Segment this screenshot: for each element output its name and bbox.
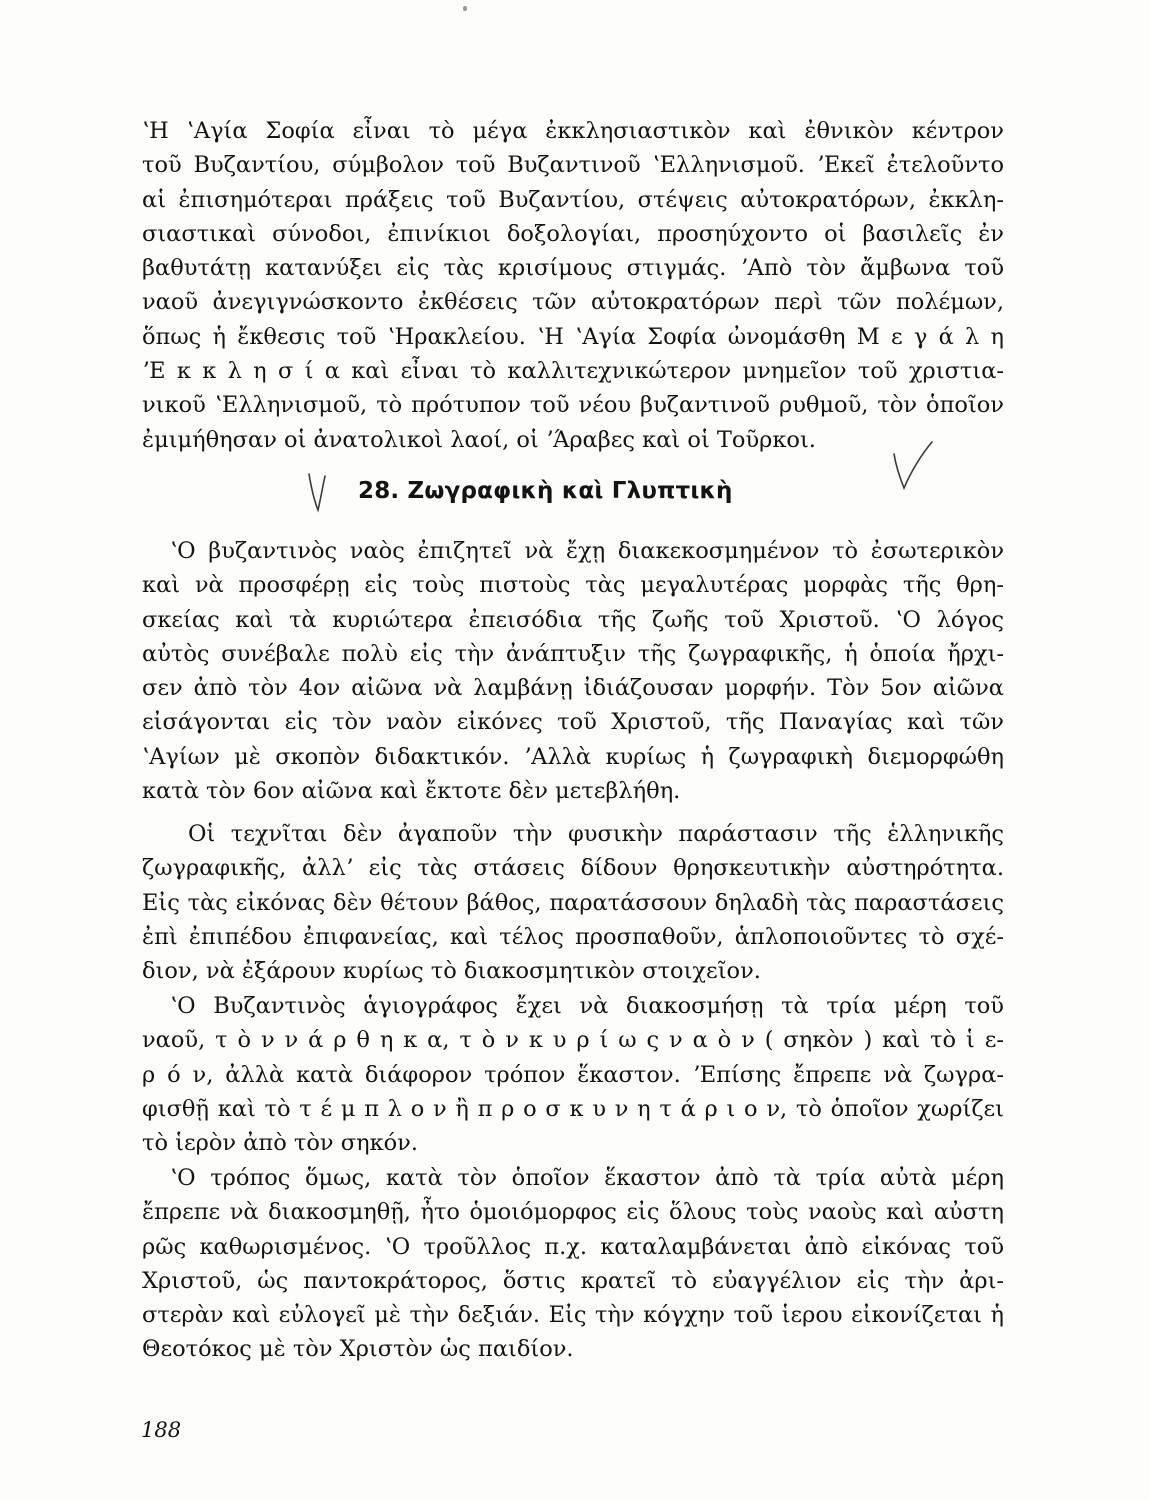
page-number: 188 <box>141 1418 182 1442</box>
text-line: ἐμιμήθησαν οἱ ἀνατολικοὶ λαοί, οἱ ʼΆραβες καὶ οἱ Τοῦρκοι. <box>142 426 816 453</box>
text-line: ὅπως ἡ ἔκθεσις τοῦ ʽΗρακλείου. ʽΗ ʽΑγία Σοφία ὠνομάσθη Μ ε γ ά λ η <box>142 323 1004 350</box>
paper-speck <box>463 6 467 11</box>
text-line: διον, νὰ ἐξάρουν κυρίως τὸ διακοσμητικὸν στοιχεῖον. <box>142 958 761 985</box>
text-line: φισθῇ καὶ τὸ τ έ μ π λ ο ν ἢ π ρ ο σ κ υ ν η τ ά ρ ι ο ν, τὸ ὁποῖον χωρίζει <box>142 1095 1004 1122</box>
text-line: ʽΑγίων μὲ σκοπὸν διδακτικόν. ʼΑλλὰ κυρίως ἡ ζωγραφικὴ διεμορφώθη <box>142 743 1004 770</box>
paragraph-byzantine-painting <box>142 534 1004 808</box>
text-line: ἔπρεπε νὰ διακοσμηθῇ, ἦτο ὁμοιόμορφος εἰς ὅλους τοὺς ναοὺς καὶ αὐστη <box>142 1199 1004 1226</box>
text-line: ρ ό ν, ἀλλὰ κατὰ διάφορον τρόπον ἕκαστον. ʼΕπίσης ἔπρεπε νὰ ζωγρα- <box>142 1061 1004 1088</box>
text-line: ναοῦ, τ ὸ ν ν ά ρ θ η κ α, τ ὸ ν κ υ ρ ί ω ς ν α ὸ ν ( σηκὸν ) καὶ τὸ ἱ ε- <box>142 1027 1004 1054</box>
paragraph-artists <box>142 817 1004 988</box>
text-line: σεν ἀπὸ τὸν 4ον αἰῶνα νὰ λαμβάνῃ ἰδιάζουσαν μορφήν. Τὸν 5ον αἰῶνα <box>142 675 1004 702</box>
paragraph-iconographer <box>142 989 1004 1160</box>
text-line: ʼΕ κ κ λ η σ ί α καὶ εἶναι τὸ καλλιτεχνικώτερον μνημεῖον τοῦ χριστια- <box>142 358 1004 385</box>
text-line: καὶ νὰ προσφέρῃ εἰς τοὺς πιστοὺς τὰς μεγαλυτέρας μορφὰς τῆς θρη- <box>142 572 1004 599</box>
text-line: Εἰς τὰς εἰκόνας δὲν θέτουν βάθος, παρατάσσουν δηλαδὴ τὰς παραστάσεις <box>142 889 1004 916</box>
text-line: σιαστικαὶ σύνοδοι, ἐπινίκιοι δοξολογίαι, προσηύχοντο οἱ βασιλεῖς ἐν <box>142 220 1004 247</box>
text-line: ʽΟ Βυζαντινὸς ἁγιογράφος ἔχει νὰ διακοσμήσῃ τὰ τρία μέρη τοῦ <box>170 993 1004 1019</box>
text-line: αἱ ἐπισημότεραι πράξεις τοῦ Βυζαντίου, στέψεις αὐτοκρατόρων, ἐκκλη- <box>142 186 1004 213</box>
text-line: στερὰν καὶ εὐλογεῖ μὲ τὴν δεξιάν. Εἰς τὴν κόγχην τοῦ ἱερου εἰκονίζεται ἡ <box>142 1302 1004 1329</box>
text-line: ζωγραφικῆς, ἀλλʼ εἰς τὰς στάσεις δίδουν θρησκευτικὴν αὐστηρότητα. <box>142 855 1004 882</box>
text-line: Οἱ τεχνῖται δὲν ἀγαποῦν τὴν φυσικὴν παράστασιν τῆς ἑλληνικῆς <box>188 821 1004 847</box>
text-line: ἐπὶ ἐπιπέδου ἐπιφανείας, καὶ τέλος προσπαθοῦν, ἁπλοποιοῦντες τὸ σχέ- <box>142 923 1004 950</box>
text-line: εἰσάγονται εἰς τὸν ναὸν εἰκόνες τοῦ Χριστοῦ, τῆς Παναγίας καὶ τῶν <box>142 709 1004 736</box>
text-line: Χριστοῦ, ὡς παντοκράτορος, ὅστις κρατεῖ τὸ εὐαγγέλιον εἰς τὴν ἀρι- <box>142 1267 1004 1294</box>
pencil-checkmark-icon <box>890 440 936 494</box>
text-line: ʽΟ τρόπος ὅμως, κατὰ τὸν ὁποῖον ἕκαστον ἀπὸ τὰ τρία αὐτὰ μέρη <box>170 1165 1004 1191</box>
pencil-checkmark-icon <box>306 470 328 514</box>
text-line: κατὰ τὸν 6ον αἰῶνα καὶ ἔκτοτε δὲν μετεβλήθη. <box>142 778 681 805</box>
text-line: αὐτὸς συνέβαλε πολὺ εἰς τὴν ἀνάπτυξιν τῆς ζωγραφικῆς, ἡ ὁποία ἤρχι- <box>142 640 1004 667</box>
text-line: τοῦ Βυζαντίου, σύμβολον τοῦ Βυζαντινοῦ ʽΕλληνισμοῦ. ʼΕκεῖ ἐτελοῦντο <box>142 152 1004 179</box>
text-line: ʽΟ βυζαντινὸς ναὸς ἐπιζητεῖ νὰ ἔχῃ διακεκοσμημένον τὸ ἐσωτερικὸν <box>170 538 1004 564</box>
text-line: ναοῦ ἀνεγιγνώσκοντο ἐκθέσεις τῶν αὐτοκρατόρων περὶ τῶν πολέμων, <box>142 289 1004 316</box>
section-heading: 28. Ζωγραφικὴ καὶ Γλυπτικὴ <box>358 478 733 504</box>
text-line: Θεοτόκος μὲ τὸν Χριστὸν ὡς παιδίον. <box>142 1336 574 1363</box>
text-line: σκείας καὶ τὰ κυριώτερα ἐπεισόδια τῆς ζωῆς τοῦ Χριστοῦ. ʽΟ λόγος <box>142 606 1004 633</box>
text-line: νικοῦ ʽΕλληνισμοῦ, τὸ πρότυπον τοῦ νέου βυζαντινοῦ ρυθμοῦ, τὸν ὁποῖον <box>142 392 1004 419</box>
text-line: τὸ ἱερὸν ἀπὸ τὸν σηκόν. <box>142 1130 419 1157</box>
text-line: ρῶς καθωρισμένος. ʽΟ τροῦλλος π.χ. καταλαμβάνεται ἀπὸ εἰκόνας τοῦ <box>142 1233 1004 1260</box>
paragraph-hagia-sophia <box>142 114 1004 457</box>
paragraph-decoration-rules <box>142 1161 1004 1367</box>
text-line: βαθυτάτῃ κατανύξει εἰς τὰς κρισίμους στιγμάς. ʼΑπὸ τὸν ἄμβωνα τοῦ <box>142 255 1004 282</box>
text-line: ʽΗ ʽΑγία Σοφία εἶναι τὸ μέγα ἐκκλησιαστικὸν καὶ ἐθνικὸν κέντρον <box>142 118 1004 144</box>
